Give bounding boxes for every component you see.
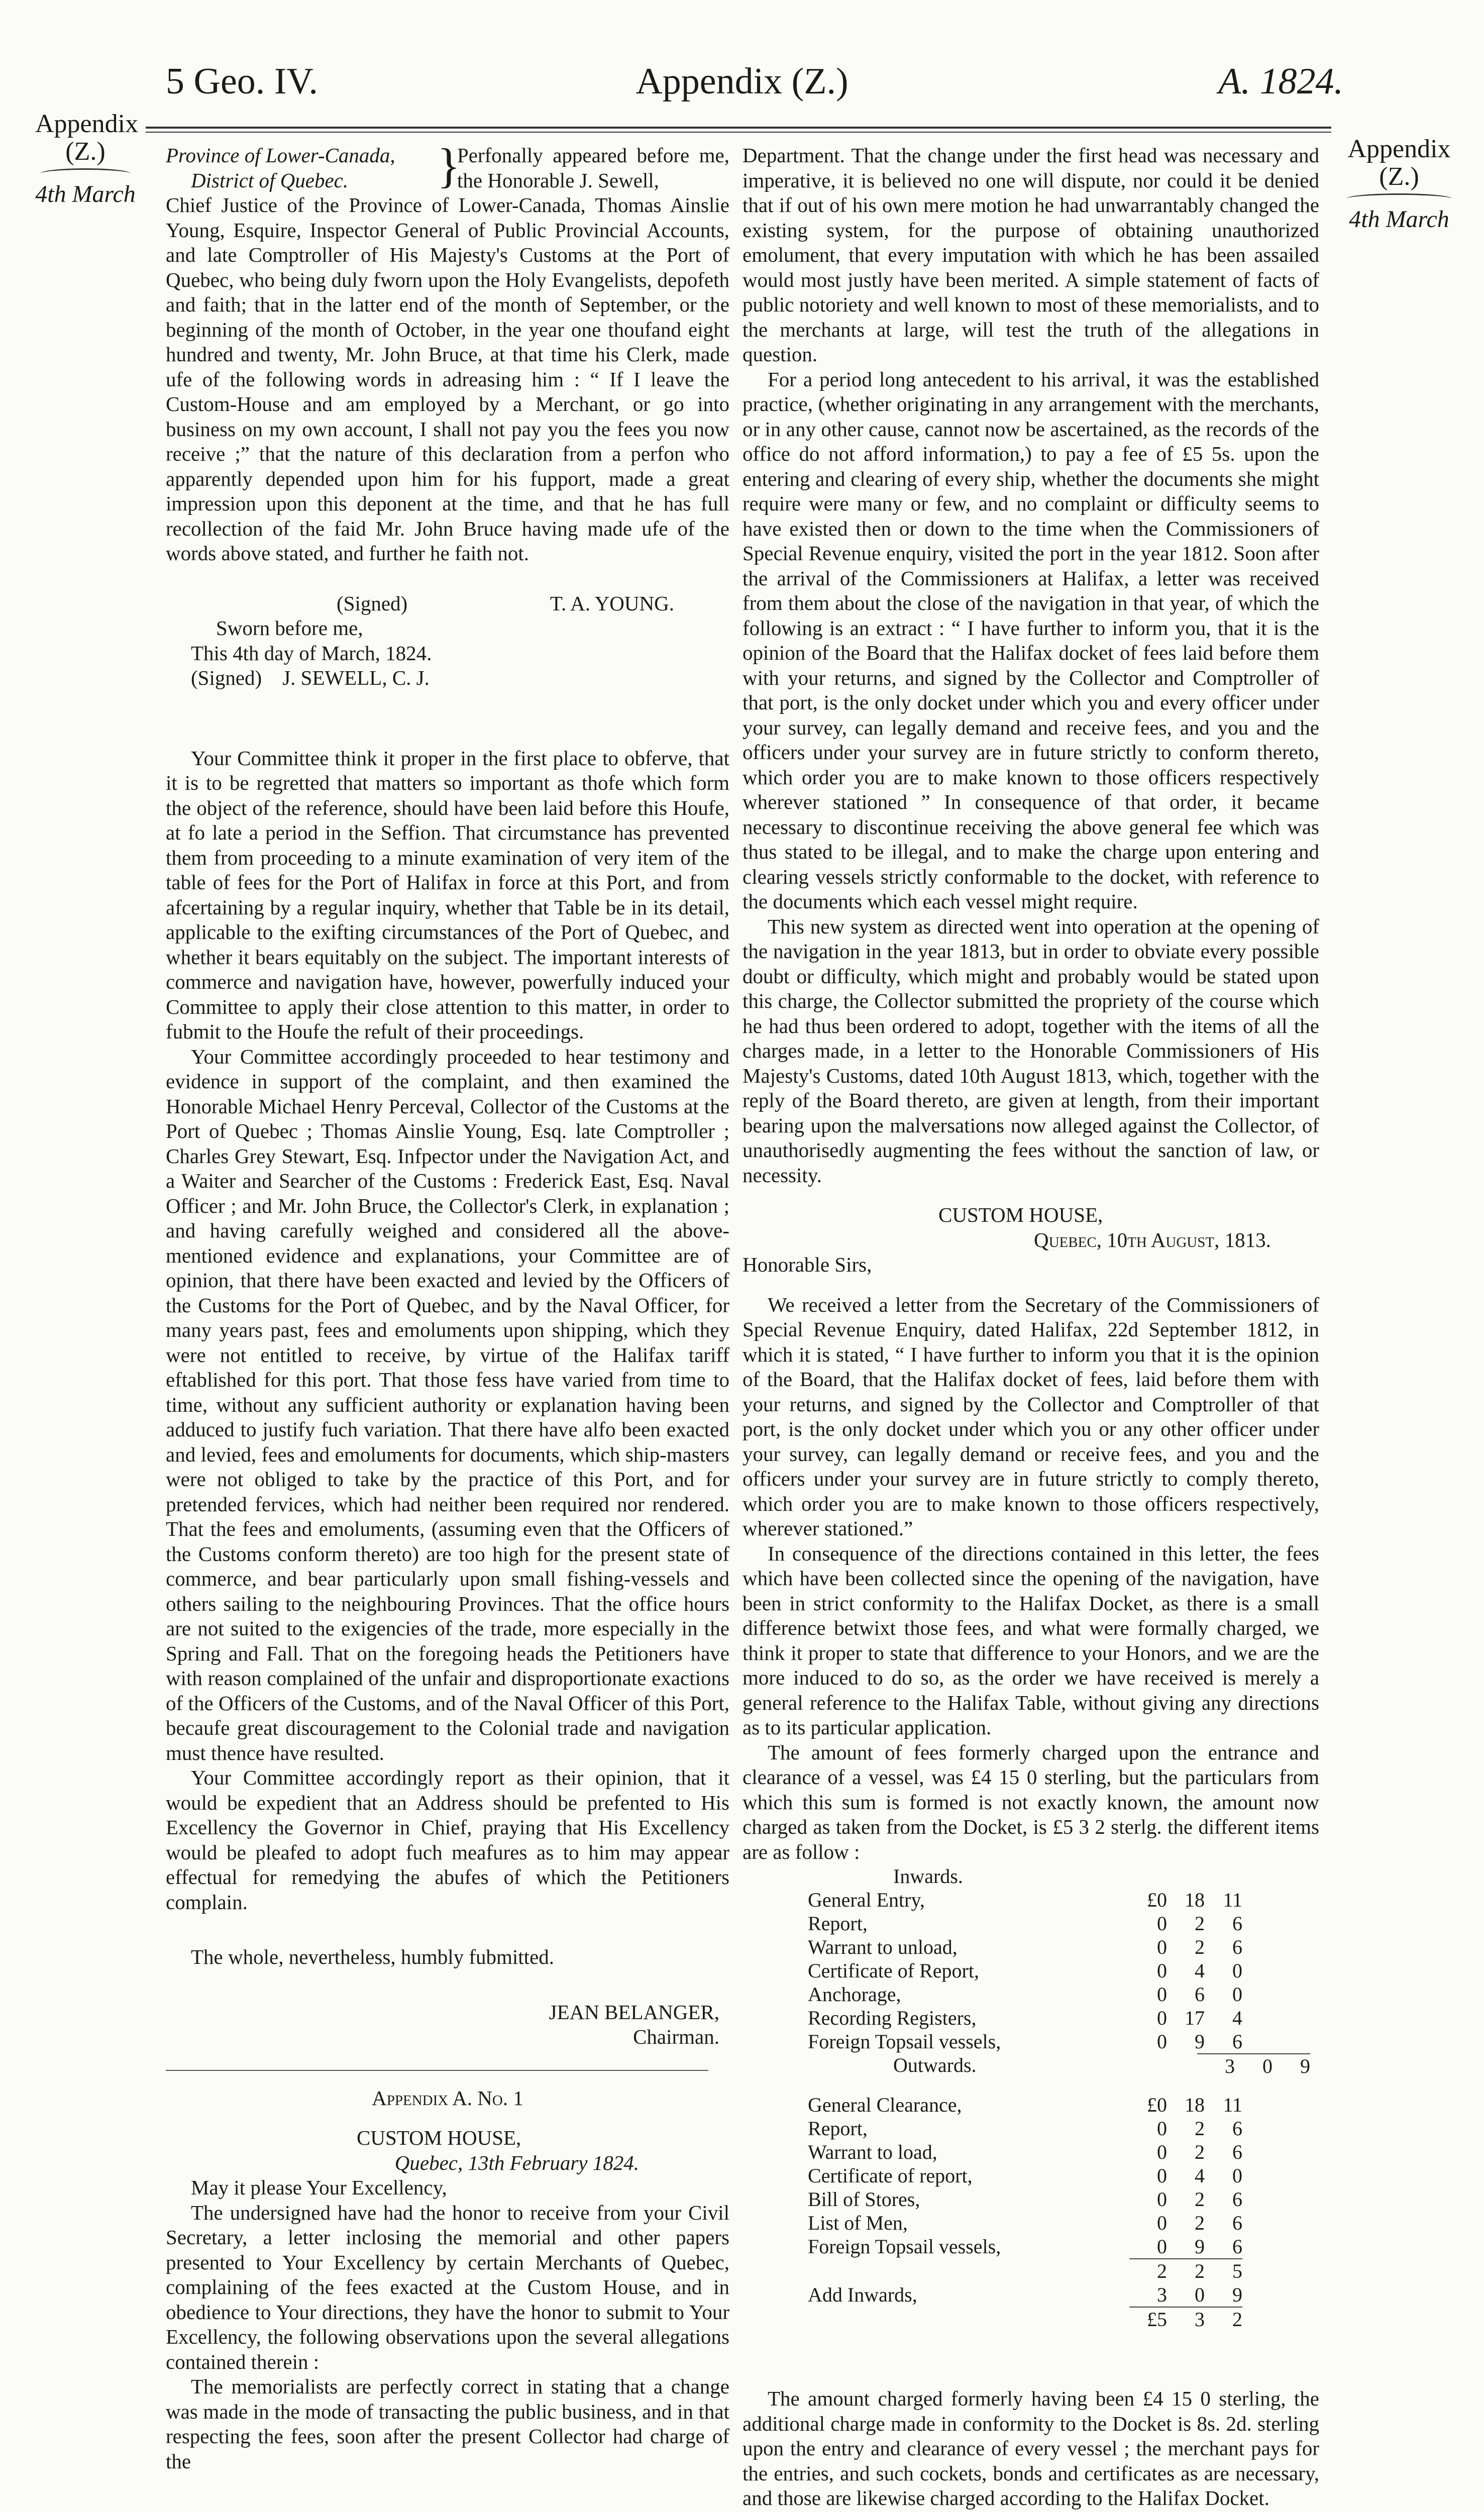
grand-total-row [808,2307,1310,2331]
fee-pounds: 0 [1129,1959,1167,1982]
fee-pounds: 0 [1129,2006,1167,2030]
fee-pounds: 0 [1129,1982,1167,2006]
outwards-total [808,2258,1310,2283]
fee-shillings: 2 [1167,2187,1205,2211]
fee-pounds: 0 [1129,2117,1167,2140]
fee-shillings: 18 [1167,2093,1205,2117]
margin-note-z: (Z.) [1341,163,1457,191]
total-shillings: 2 [1167,2259,1205,2283]
sworn-line: Sworn before me, [166,616,729,641]
fee-label: Report, [808,1912,1129,1935]
fee-shillings: 9 [1167,2030,1205,2053]
fee-pounds: 0 [1129,2030,1167,2053]
fee-pounds: 0 [1129,2235,1167,2258]
inwards-heading: Inwards. [893,1864,1310,1888]
signed-label: (Signed) [337,591,407,616]
report-paragraph-1: Your Committee think it proper in the first place to obferve, that it is to be regretted that matters so important as thofe which form the object of the reference, should have been laid before this Houfe, at fo late a period in the Seffion. That circumstance has prevented them from proceeding to a minute examination of very item of the table of fees for the Port of Halifax in force at this Port, and from afcertaining by a regular inquiry, whether that Table be in its detail, applicable to the exifting circumstances of the Port of Quebec, and whether it bears equitably on the subject. The important interests of commerce and navigation have, however, powerfully induced your Committee to apply their close attention to this matter, in order to fubmit to the Houfe the refult of their proceedings. [166,746,729,1044]
fee-label: Bill of Stores, [808,2187,1129,2211]
add-pounds: 3 [1129,2283,1167,2307]
fee-shillings: 2 [1167,2211,1205,2235]
fee-label: Warrant to load, [808,2140,1129,2164]
fee-row [808,2235,1310,2258]
fee-pounds: 0 [1129,2164,1167,2187]
letter-paragraph-4: For a period long antecedent to his arrival, it was the established practice, (whether originating in any arrangement with the merchants, or in any other cause, cannot now be ascertained, as the records of the office do not afford information,) to pay a fee of £5 5s. upon the entering and clearing of every ship, whether the documents she might require were many or few, and no complaint or difficulty seems to have existed then or down to the time when the Commissioners of Special Revenue enquiry, visited the port in the year 1812. Soon after the arrival of the Commissioners at Halifax, a letter was received from them about the close of the navigation in that year, of which the following is an extract : “ I have further to inform you, that it is the opinion of the Board that the Halifax docket of fees laid before them with your returns, and signed by the Collector and Comptroller of that port, is the only docket under which you and every officer under your survey, can legally demand and receive fees, and you and the officers under your survey are in future strictly to conform thereto, which order you are to make known to those officers respectively wherever stationed ” In consequence of that order, it became necessary to discontinue receiving the above general fee which was thus stated to be illegal, and to make the charge upon entering and clearing vessels strictly conformable to the docket, with reference to the documents which each vessel might require. [743,367,1319,914]
signer-name: T. A. YOUNG. [550,591,674,616]
fees-table [808,1864,1310,2331]
fee-pence: 11 [1205,2093,1242,2117]
fee-label: Foreign Topsail vessels, [808,2235,1129,2258]
fee-label: General Clearance, [808,2093,1129,2117]
affidavit-intro: Perfonally appeared before me, the Honorable J. Sewell, [457,143,729,193]
letter-dateline: Quebec, 10th August, 1813. [743,1228,1319,1253]
fee-pence: 6 [1205,2117,1242,2140]
letter-paragraph-7: In consequence of the directions contained in this letter, the fees which have been collected since the opening of the navigation, have been in strict conformity to the Halifax Docket, as there is a small difference betwixt those fees, and what were formally charged, we think it proper to state that difference to your Honors, and we are the more induced to do so, as the order we have received is merely a general reference to the Halifax Table, without giving any directions as to its particular application. [743,1541,1319,1740]
letter-paragraph-8: The amount of fees formerly charged upon the entrance and clearance of a vessel, was £4 15 0 sterling, but the particulars from which this sum is formed is not exactly known, the amount now charged as taken from the Docket, is £5 3 2 sterlg. the different items are as follow : [743,1740,1319,1865]
header-title: Appendix (Z.) [0,60,1484,103]
fee-row [808,2164,1310,2187]
fee-shillings: 2 [1167,1912,1205,1935]
fee-label: Certificate of report, [808,2164,1129,2187]
grand-pounds: £5 [1129,2308,1167,2331]
header-rule [146,127,1331,129]
fee-shillings: 4 [1167,2164,1205,2187]
left-column [166,143,729,2474]
total-pounds: 3 [1197,2054,1235,2078]
appendix-title: Appendix A. No. 1 [166,2086,729,2111]
submitted-line: The whole, nevertheless, humbly fubmitted. [166,1945,729,1970]
letter-dateline: Quebec, 13th February 1824. [166,2151,729,2176]
fee-pounds: 0 [1129,1912,1167,1935]
fee-row [808,2006,1310,2030]
fee-pence: 0 [1205,1959,1242,1982]
letter-paragraph-1: The undersigned have had the honor to receive from your Civil Secretary, a letter inclosing the memorial and other papers presented to Your Excellency by certain Merchants of Quebec, complaining of the fees exacted at the Custom House, and in obedience to Your directions, they have the honor to submit to Your Excellency, the following observations upon the several allegations contained therein : [166,2201,729,2375]
letter-salutation: May it please Your Excellency, [166,2175,729,2201]
inwards-total [808,2053,1310,2078]
fee-shillings: 2 [1167,2117,1205,2140]
fee-pence: 0 [1205,1982,1242,2006]
margin-note-appendix: Appendix [1341,136,1457,163]
custom-house-heading: CUSTOM HOUSE, [743,1203,1319,1228]
affidavit-heading [166,143,729,193]
fee-pence: 6 [1205,2235,1242,2258]
fee-row [808,2140,1310,2164]
fee-label: Foreign Topsail vessels, [808,2030,1129,2053]
right-column [743,143,1319,2512]
judge-signature: (Signed) J. SEWELL, C. J. [166,666,729,691]
letter-paragraph-9: The amount charged formerly having been £4 15 0 sterling, the additional charge made in conformity to the Docket is 8s. 2d. sterling upon the entry and clearance of every vessel ; the merchant pays for the entries, and such cockets, bonds and certificates as are necessary, and those are likewise charged according to the Halifax Docket. [743,2386,1319,2511]
sworn-date: This 4th day of March, 1824. [166,641,729,666]
report-paragraph-2: Your Committee accordingly proceeded to hear testimony and evidence in support of the complaint, and then examined the Honorable Michael Henry Perceval, Collector of the Customs at the Port of Quebec ; Thomas Ainslie Young, Esq. late Comptroller ; Charles Grey Stewart, Esq. Infpector under the Navigation Act, and a Waiter and Searcher of the Customs : Frederick East, Esq. Naval Officer ; and Mr. John Bruce, the Collector's Clerk, in explanation ; and having carefully weighed and considered all the above-mentioned evidence and explanations, your Committee are of opinion, that there have been exacted and levied by the Officers of the Customs for the Port of Quebec, and by the Naval Officer, for many years past, fees and emoluments upon shipping, which they were not entitled to receive, by virtue of the Halifax tariff eftablished for this port. That those fess have varied from time to time, without any sufficient authority or explanation having been adduced to justify fuch variation. That there have alfo been exacted and levied, fees and emoluments for documents, which ship-masters were not obliged to take by the practice of this Port, and for pretended fervices, which had neither been required nor rendered. That the fees and emoluments, (assuming even that the Officers of the Customs conform thereto) are too high for the present state of commerce, and bear particularly upon small fishing-vessels and others sailing to the neighbouring Provinces. That the office hours are not suited to the exigencies of the trade, more especially in the Spring and Fall. That on the foregoing heads the Petitioners have with reason complained of the unfair and disproportionate exactions of the Officers of the Customs, and of the Naval Officer of this Port, becaufe great discouragement to the Colonial trade and navigation must thence have resulted. [166,1044,729,1766]
fee-label: Warrant to unload, [808,1935,1129,1959]
fee-row [808,2093,1310,2117]
fee-row [808,1888,1310,1912]
total-pence: 5 [1205,2259,1242,2283]
fee-pence: 6 [1205,2187,1242,2211]
fee-shillings: 9 [1167,2235,1205,2258]
fee-label: Anchorage, [808,1982,1129,2006]
margin-note-left [35,111,136,207]
custom-house-heading: CUSTOM HOUSE, [166,2126,729,2151]
fee-row [808,1912,1310,1935]
letter-paragraph-5: This new system as directed went into operation at the opening of the navigation in the year 1813, but in order to obviate every possible doubt or difficulty, which might and probably would be stated upon this charge, the Collector submitted the propriety of the course which he had thus been ordered to adopt, together with the items of all the charges made, in a letter to the Honorable Commissioners of His Majesty's Customs, dated 10th August 1813, which, together with the reply of the Board thereto, are given at length, from their important bearing upon the malversations now alleged against the Collector, of unauthorisedly augmenting the fees without the sanction of law, or necessity. [743,914,1319,1188]
grand-shillings: 3 [1167,2308,1205,2331]
fee-pounds: 0 [1129,2140,1167,2164]
header-session: 5 Geo. IV. [166,60,318,103]
margin-brace [40,168,131,179]
fee-label: Report, [808,2117,1129,2140]
header-year: A. 1824. [1218,60,1343,103]
affidavit-jurisdiction [166,143,437,193]
chairman-name: JEAN BELANGER, [166,2000,729,2025]
fee-row [808,1982,1310,2006]
outwards-heading: Outwards. [808,2053,1197,2078]
total-shillings: 0 [1235,2054,1273,2078]
fee-pence: 11 [1205,1888,1242,1912]
margin-note-z: (Z.) [35,138,136,166]
letter-paragraph-3: Department. That the change under the first head was necessary and imperative, it is believed no one will dispute, nor could it be denied that if out of his own mere motion he had unwarrantably changed the existing system, for the purpose of obtaining unauthorized emolument, that every imputation with which he has been assailed would most justly have been merited. A simple statement of facts of public notoriety and well known to most of these memorialists, and to the merchants at large, will test the truth of the allegations in question. [743,143,1319,367]
fee-row [808,1935,1310,1959]
fee-pence: 6 [1205,1935,1242,1959]
letter-salutation: Honorable Sirs, [743,1252,1319,1278]
total-pounds: 2 [1129,2259,1167,2283]
section-rule [166,2070,708,2071]
fee-pounds: 0 [1129,1935,1167,1959]
add-inwards-label: Add Inwards, [808,2283,1129,2307]
fee-label: General Entry, [808,1888,1129,1912]
fee-pounds: £0 [1129,1888,1167,1912]
fee-pence: 6 [1205,2140,1242,2164]
fee-row [808,1959,1310,1982]
fee-shillings: 17 [1167,2006,1205,2030]
fee-row [808,2117,1310,2140]
margin-note-date: 4th March [35,182,136,207]
report-paragraph-3: Your Committee accordingly report as their opinion, that it would be expedient that an Address should be prefented to His Excellency the Governor in Chief, praying that His Excellency would be pleafed to adopt fuch meafures as to him may appear effectual for remedying the abufes of which the Petitioners complain. [166,1765,729,1915]
margin-note-date: 4th March [1341,207,1457,232]
fee-pounds: £0 [1129,2093,1167,2117]
add-inwards-row [808,2283,1310,2307]
fee-pence: 4 [1205,2006,1242,2030]
fee-shillings: 18 [1167,1888,1205,1912]
add-pence: 9 [1205,2283,1242,2307]
letter-paragraph-2: The memorialists are perfectly correct in stating that a change was made in the mode of transacting the public business, and in that respecting the fees, soon after the present Collector had charge of the [166,2374,729,2474]
brace-glyph: } [437,143,457,188]
letter-paragraph-6: We received a letter from the Secretary of the Commissioners of Special Revenue Enquiry, dated Halifax, 22d September 1812, in which it is stated, “ I have further to inform you that it is the opinion of the Board, that the Halifax docket of fees, laid before them with your returns, and signed by the Collector and Comptroller of that port, is the only docket under which you or any other officer under your survey, can legally demand or receive fees, and you and the officers under your survey are in future strictly to comply thereto, which order you are to make known to those officers respectively, wherever stationed.” [743,1293,1319,1541]
add-shillings: 0 [1167,2283,1205,2307]
district-label: District of Quebec. [166,168,437,193]
margin-note-right [1341,136,1457,233]
fee-pence: 6 [1205,1912,1242,1935]
total-pence: 9 [1273,2054,1310,2078]
fee-label: List of Men, [808,2211,1129,2235]
fee-row [808,2187,1310,2211]
fee-pounds: 0 [1129,2187,1167,2211]
fee-pence: 0 [1205,2164,1242,2187]
header-rule-thin [146,132,1331,133]
fee-label: Recording Registers, [808,2006,1129,2030]
fee-shillings: 2 [1167,2140,1205,2164]
margin-note-appendix: Appendix [35,111,136,138]
margin-brace [1346,193,1452,204]
fee-shillings: 6 [1167,1982,1205,2006]
province-label: Province of Lower-Canada, [166,143,437,168]
fee-shillings: 2 [1167,1935,1205,1959]
chairman-title: Chairman. [166,2025,729,2050]
fee-row [808,2211,1310,2235]
letter-paragraph-10 [743,2511,1319,2512]
fee-pence: 6 [1205,2211,1242,2235]
fee-label: Certificate of Report, [808,1959,1129,1982]
grand-pence: 2 [1205,2308,1242,2331]
fee-pence: 6 [1205,2030,1242,2053]
affidavit-body: Chief Justice of the Province of Lower-Canada, Thomas Ainslie Young, Esquire, Inspector General of Public Provincial Accounts, and late Comptroller of His Majesty's Customs at the Port of Quebec, who being duly fworn upon the Holy Evangelists, depofeth and faith; that in the latter end of the month of September, or the beginning of the month of October, in the year one thoufand eight hundred and twenty, Mr. John Bruce, at that time his Clerk, made ufe of the following words in adreasing him : “ If I leave the Custom-House and am employed by a Merchant, or go into business on my own account, I shall not pay you the fees you now receive ;” that the nature of this declaration from a perfon who apparently depended upon him for his fupport, made a great impression upon this deponent at the time, and that he has full recollection of the faid Mr. John Bruce having made ufe of the words above stated, and further he faith not. [166,193,729,566]
fee-shillings: 4 [1167,1959,1205,1982]
fee-row [808,2030,1310,2053]
affidavit-signature [166,591,729,616]
fee-pounds: 0 [1129,2211,1167,2235]
